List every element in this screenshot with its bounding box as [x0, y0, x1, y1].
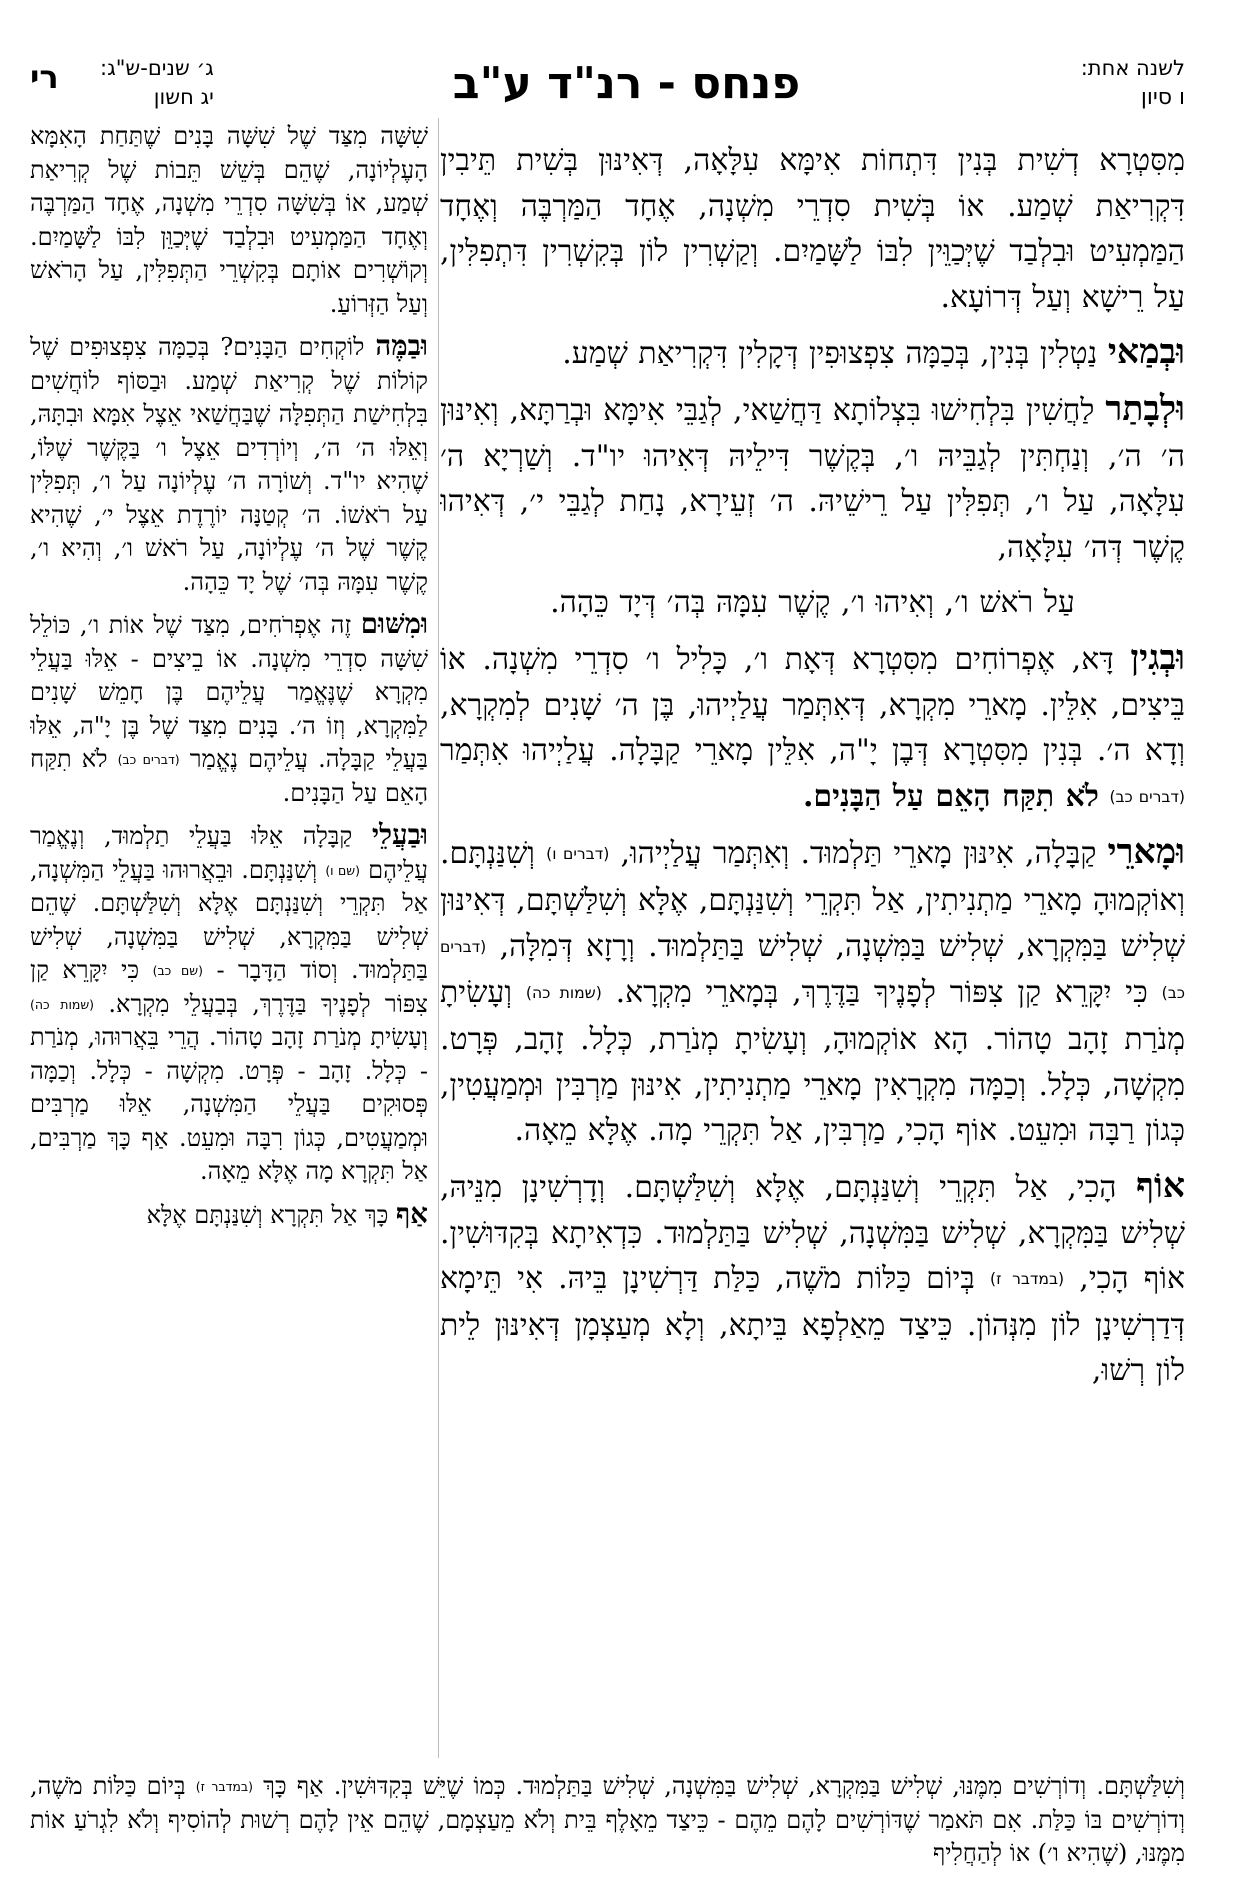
main-p5-verse-reference-1: (דברים ו)	[546, 845, 610, 864]
main-p5-text: קַבָּלָה, אִינּוּן מָארֵי תַּלְמוּד. וְאִתְּמַר עֲלַיְיהוּ,	[620, 836, 1097, 872]
side-s4-end: אַל תִּקְרָא מָה אֶלָּא מֵאָה.	[200, 1157, 428, 1186]
translation-column	[30, 120, 428, 1782]
main-p5-text-d: וְעָשִׂיתָ מְנֹרַת זָהָב טָהוֹר. הָא אוֹקְמוּהָ, וְעָשִׂיתָ מְנֹרַת, כְּלָל. זָהָב, פְּרָט. מִקְשָׁה, כְּלָל. וְכַמָּה מִקְרָאִין מָארֵי מַתְנִיתִין, אִינּוּן מַרְבִּין וּמְמַעֲטִין, כְּגוֹן רַבָּה וּמִעֵט. אוֹף הָכִי, מַרְבִּין, אַל תִּקְרֵי מָה. אֶלָּא מֵאָה.	[440, 975, 1185, 1149]
side-s4-verse-reference-2: (שם כב)	[152, 963, 204, 979]
main-paragraph-5	[440, 830, 1185, 1153]
main-p6-lead-word: אוֹף	[1136, 1165, 1185, 1206]
main-paragraph-3	[440, 387, 1185, 570]
side-s2-text: לוֹקְחִים הַבָּנִים? בְּכַמָּה צִפְצוּפִים שֶׁל קוֹלוֹת שֶׁל קְרִיאַת שְׁמַע. וּבַסּוֹף לוֹחֲשִׁים בִּלְחִישַׁת הַתְּפִלָּה שֶׁבַּחֲשַׁאי אֵצֶל אִמָּא וּבִתָּהּ, וְאֵלּוּ ה׳ ה׳, וְיוֹרְדִים אֵצֶל ו׳ בַּקֶּשֶׁר שֶׁלּוֹ, שֶׁהִיא יו"ד. וְשׁוֹרָה ה׳ עֶלְיוֹנָה עַל ו׳, תְּפִלִּין עַל רֹאשׁוֹ. ה׳ קְטַנָּה יוֹרֶדֶת אֵצֶל י׳, שֶׁהִיא קֶשֶׁר שֶׁל ה׳ עֶלְיוֹנָה, עַל רֹאשׁ ו׳, וְהִיא ו׳, קֶשֶׁר עִמָּהּ בְּה׳ שֶׁל יָד	[30, 333, 428, 596]
main-p4-quote: לֹא תִקַּח הָאֵם עַל הַבָּנִים.	[802, 778, 1099, 814]
side-paragraph-3	[30, 607, 428, 810]
main-paragraph-2	[440, 330, 1185, 377]
page-number: רי	[30, 58, 59, 96]
side-s4-verse-reference-3: (שמות כה)	[30, 996, 95, 1012]
side-s5-lead-word: אַף	[395, 1196, 428, 1230]
side-paragraph-2	[30, 329, 428, 599]
side-s3-lead-word: וּמִשּׁוּם	[360, 607, 428, 640]
main-p6-verse-reference: (במדבר ז)	[990, 1270, 1065, 1289]
side-paragraph-4	[30, 818, 428, 1189]
main-p5-verse-reference-3: (שמות כה)	[525, 984, 602, 1003]
side-paragraph-5	[30, 1197, 428, 1233]
bottom-continuation-text	[30, 1770, 1185, 1870]
main-p5-verse-reference-2: (דברים כב)	[440, 937, 1185, 1003]
side-s2-end: כֵּהָה.	[182, 567, 230, 596]
side-s2-lead-word: וּבַמֶּה	[375, 329, 428, 362]
main-p5-lead-word: וּמָארֵי	[1107, 832, 1185, 873]
main-paragraph-6	[440, 1164, 1185, 1394]
main-p3-end-text: עַל רֹאשׁ ו׳, וְאִיהוּ ו׳, קֶשֶׁר עִמָּהּ בְּה׳ דְּיָד כֵּהָה.	[550, 585, 1075, 621]
side-s3-quote: לֹא תִקַּח הָאֵם עַל הַבָּנִים.	[30, 745, 428, 807]
main-p4-lead-word: וּבְגִין	[1130, 637, 1185, 678]
page-title: פנחס - רנ"ד ע"ב	[452, 58, 801, 109]
side-s4-text-b: וְשִׁנַּנְתָּם. וּבֵאֲרוּהוּ בַּעֲלֵי הַמִּשְׁנָה, אַל תִּקְרֵי וְשִׁנַּנְתָּם אֶלָּא וְשִׁלַּשְׁתָּם. שֶׁהֵם שְׁלִישׁ בַּמִּקְרָא, שְׁלִישׁ בַּמִּשְׁנָה, שְׁלִישׁ בַּתַּלְמוּד. וְסוֹד הַדָּבָר -	[30, 855, 428, 985]
side-s4-verse-reference-1: (שם ו)	[325, 862, 360, 878]
main-paragraph-3-end	[440, 580, 1185, 626]
page-header	[0, 52, 1253, 124]
side-s4-text: קַבָּלָה אֵלּוּ בַּעֲלֵי תַלְמוּד, וְנֶאֱמַר עֲלֵיהֶם	[30, 822, 428, 884]
main-p5-text-c: כִּי יִקָּרֵא קַן צִפּוֹר לְפָנֶיךָ בַּדֶּרֶךְ, בְּמָארֵי מִקְרָא.	[615, 975, 1148, 1011]
main-p1-text: מִסִּטְרָא דְשִׁית בְּנִין דִּתְחוֹת אִימָּא עִלָּאָה, דְּאִינּוּן בְּשִׁית תֵּיבִין דִּקְרִיאַת שְׁמַע. אוֹ בְּשִׁית סִדְרֵי מִשְׁנָה, אֶחָד הַמַּרְבֶּה וְאֶחָד הַמַּמְעִיט וּבִלְבַד שֶׁיְּכַוֵּין לִבּוֹ לַשָּׁמַיִם. וְקַשְׁרִין לוֹן בְּקִשְׁרִין דִּתְפִלִּין, עַל רֵישָׁא וְעַל דְּרוֹעָא.	[440, 143, 1185, 315]
main-p3-text: לַחֲשִׁין בִּלְחִישׁוּ בִּצְלוֹתָא דַּחֲשַׁאי, לְגַבֵּי אִימָּא וּבְרַתָּא, וְאִינּוּן ה׳ ה׳, וְנַחְתִּין לְגַבֵּיהּ ו׳, בְּקֶשֶׁר דִּילֵיהּ דְּאִיהוּ יו"ד. וְשַׁרְיָא ה׳ עִלָּאָה, עַל ו׳, תְּפִלִּין עַל רֵישֵׁיהּ. ה׳ זְעֵירָא, נָחַת לְגַבֵּי י׳, דְּאִיהוּ קֶשֶׁר דְּה׳ עִלָּאָה,	[440, 392, 1185, 565]
main-p6-text: הָכִי, אַל תִּקְרֵי וְשִׁנַּנְתָּם, אֶלָּא וְשִׁלַּשְׁתָּם. וְדָרְשִׁינָן מִנֵּיהּ, שְׁלִישׁ בַּמִּקְרָא, שְׁלִישׁ בַּמִּשְׁנָה, שְׁלִישׁ בַּתַּלְמוּד. כִּדְאִיתָא בְּקִדּוּשִׁין. אוֹף הָכִי,	[440, 1169, 1185, 1297]
main-text-column	[440, 138, 1185, 1758]
main-p4-verse-reference: (דברים כב)	[1109, 787, 1185, 806]
bottom-verse-reference: (במדבר ז)	[195, 1779, 253, 1794]
side-s4-lead-word: וּבַעֲלֵי	[371, 818, 428, 852]
side-s4-text-c: כִּי יִקָּרֵא קַן צִפּוֹר לְפָנֶיךָ בַּדֶּרֶךְ, בְּבַעֲלֵי מִקְרָא.	[30, 956, 428, 1018]
bottom-text-1: וְשִׁלַּשְׁתָּם. וְדוֹרְשִׁים מִמֶּנּוּ, שְׁלִישׁ בַּמִּקְרָא, שְׁלִישׁ בַּמִּשְׁנָה, שְׁלִישׁ בַּתַּלְמוּד. כְּמוֹ שֶׁיֵּשׁ בְּקִדּוּשִׁין. אַף כָּךְ	[263, 1772, 1185, 1801]
main-paragraph-4	[440, 636, 1185, 820]
schedule-one-year-date: ו סיון	[1140, 85, 1185, 110]
schedule-one-year-label: לשנה אחת:	[1080, 56, 1185, 80]
side-paragraph-1	[30, 120, 428, 321]
main-p4-text: דָּא, אֶפְרוֹחִים מִסִּטְרָא דְּאָת ו׳, כָּלִיל ו׳ סִדְרֵי מִשְׁנָה. אוֹ בֵּיצִים, אִלֵּין. מָארֵי מִקְרָא, דְּאִתְּמַר עֲלַיְיהוּ, בֶּן ה׳ שָׁנִים לְמִקְרָא, וְדָא ה׳. בְּנִין מִסִּטְרָא דְּבֶן יָ"ה, אִלֵּין מָארֵי קַבָּלָה. עֲלַיְיהוּ אִתְּמַר	[440, 641, 1185, 769]
column-divider	[438, 118, 439, 1758]
bottom-text-2: בְּיוֹם כַּלּוֹת מֹשֶׁה, וְדוֹרְשִׁים בּוֹ כַּלַּת. אִם תֹּאמַר שֶׁדּוֹרְשִׁים לָהֶם מֵהֶם - כֵּיצַד מֵאָלֶף בֵּית וְלֹא מֵעַצְמָם, שֶׁהֵם אֵין לָהֶם רְשׁוּת לְהוֹסִיף וְלֹא לִגְרֹעַ אוֹת מִמֶּנּוּ, (שֶׁהִיא ו׳) אוֹ לְהַחֲלִיף	[30, 1772, 1185, 1868]
main-p3-lead-word: וּלְבָתַר	[1105, 388, 1185, 429]
main-p2-text: נַטְלִין בְּנִין, בְּכַמָּה צִפְצוּפִין דְּקָלִין דִּקְרִיאַת שְׁמַע.	[562, 336, 1098, 372]
side-s1-text: שִׁשָּׁה מִצַּד שֶׁל שִׁשָּׁה בָּנִים שֶׁתַּחַת הָאִמָּא הָעֶלְיוֹנָה, שֶׁהֵם בְּשֵׁשׁ תֵּבוֹת שֶׁל קְרִיאַת שְׁמַע, אוֹ בְּשִׁשָּׁה סִדְרֵי מִשְׁנָה, אֶחָד הַמַּרְבֶּה וְאֶחָד הַמַּמְעִיט וּבִלְבַד שֶׁיְּכַוֵּן לִבּוֹ לַשָּׁמַיִם. וְקוֹשְׁרִים אוֹתָם בְּקִשְׁרֵי הַתְּפִלִּין, עַל הָרֹאשׁ וְעַל הַזְּרוֹעַ.	[30, 122, 428, 318]
main-paragraph-1	[440, 138, 1185, 320]
side-s3-verse-reference: (דברים כב)	[117, 752, 180, 767]
side-s5-text: כָּךְ אַל תִּקְרָא וְשִׁנַּנְתָּם אֶלָּא	[146, 1200, 389, 1229]
main-p6-text-b: בְּיוֹם כַּלּוֹת מֹשֶׁה, כַּלַּת דַּרְשִׁינָן בֵּיהּ. אִי תֵּימָא דְּדַרְשִׁינָן לוֹן מִנְּהוֹן. כֵּיצַד מֵאַלְפָא בֵּיתָא, וְלָא מְעַצְמָן דְּאִינּוּן לֵית לוֹן רְשׁוּ,	[440, 1261, 1185, 1389]
study-schedule-left	[100, 54, 214, 112]
schedule-three-year-label: ג׳ שנים-ש"ג:	[100, 56, 214, 80]
schedule-three-year-date: יג חשון	[153, 85, 214, 109]
side-s4-text-d: וְעָשִׂיתָ מְנֹרַת זָהָב טָהוֹר. הֲרֵי בֵּאֲרוּהוּ, מְנֹרַת - כְּלָל. זָהָב - פְּרָט. מִקְשָׁה - כְּלָל. וְכַמָּה פְּסוּקִים בַּעֲלֵי הַמִּשְׁנָה, אֵלּוּ מַרְבִּים וּמְמַעֲטִים, כְּגוֹן רִבָּה וּמִעֵט. אַף כָּךְ מַרְבִּים,	[30, 1023, 428, 1152]
side-s3-text: זֶה אֶפְרֹחִים, מִצַּד שֶׁל אוֹת ו׳, כּוֹלֵל שִׁשָּׁה סִדְרֵי מִשְׁנָה. אוֹ בֵיצִים - אֵלּוּ בַּעֲלֵי מִקְרָא שֶׁנֶּאֱמַר עֲלֵיהֶם בֶּן חָמֵשׁ שָׁנִים לַמִּקְרָא, וְזוֹ ה׳. בָּנִים מִצַּד שֶׁל בֶּן יָ"ה, אֵלּוּ בַּעֲלֵי קַבָּלָה. עֲלֵיהֶם נֶאֱמַר	[30, 611, 428, 774]
main-p2-lead-word: וּבְמַאי	[1107, 332, 1185, 373]
main-p5-text-b: וְשִׁנַּנְתָּם. וְאוֹקְמוּהָ מָארֵי מַתְנִיתִין, אַל תִּקְרֵי וְשִׁנַּנְתָּם, אֶלָּא וְשִׁלַּשְׁתָּם, דְּאִינּוּן שְׁלִישׁ בַּמִּקְרָא, שְׁלִישׁ בַּמִּשְׁנָה, שְׁלִישׁ בַּתַּלְמוּד. וְרָזָא דְּמִלָּה,	[440, 836, 1185, 964]
